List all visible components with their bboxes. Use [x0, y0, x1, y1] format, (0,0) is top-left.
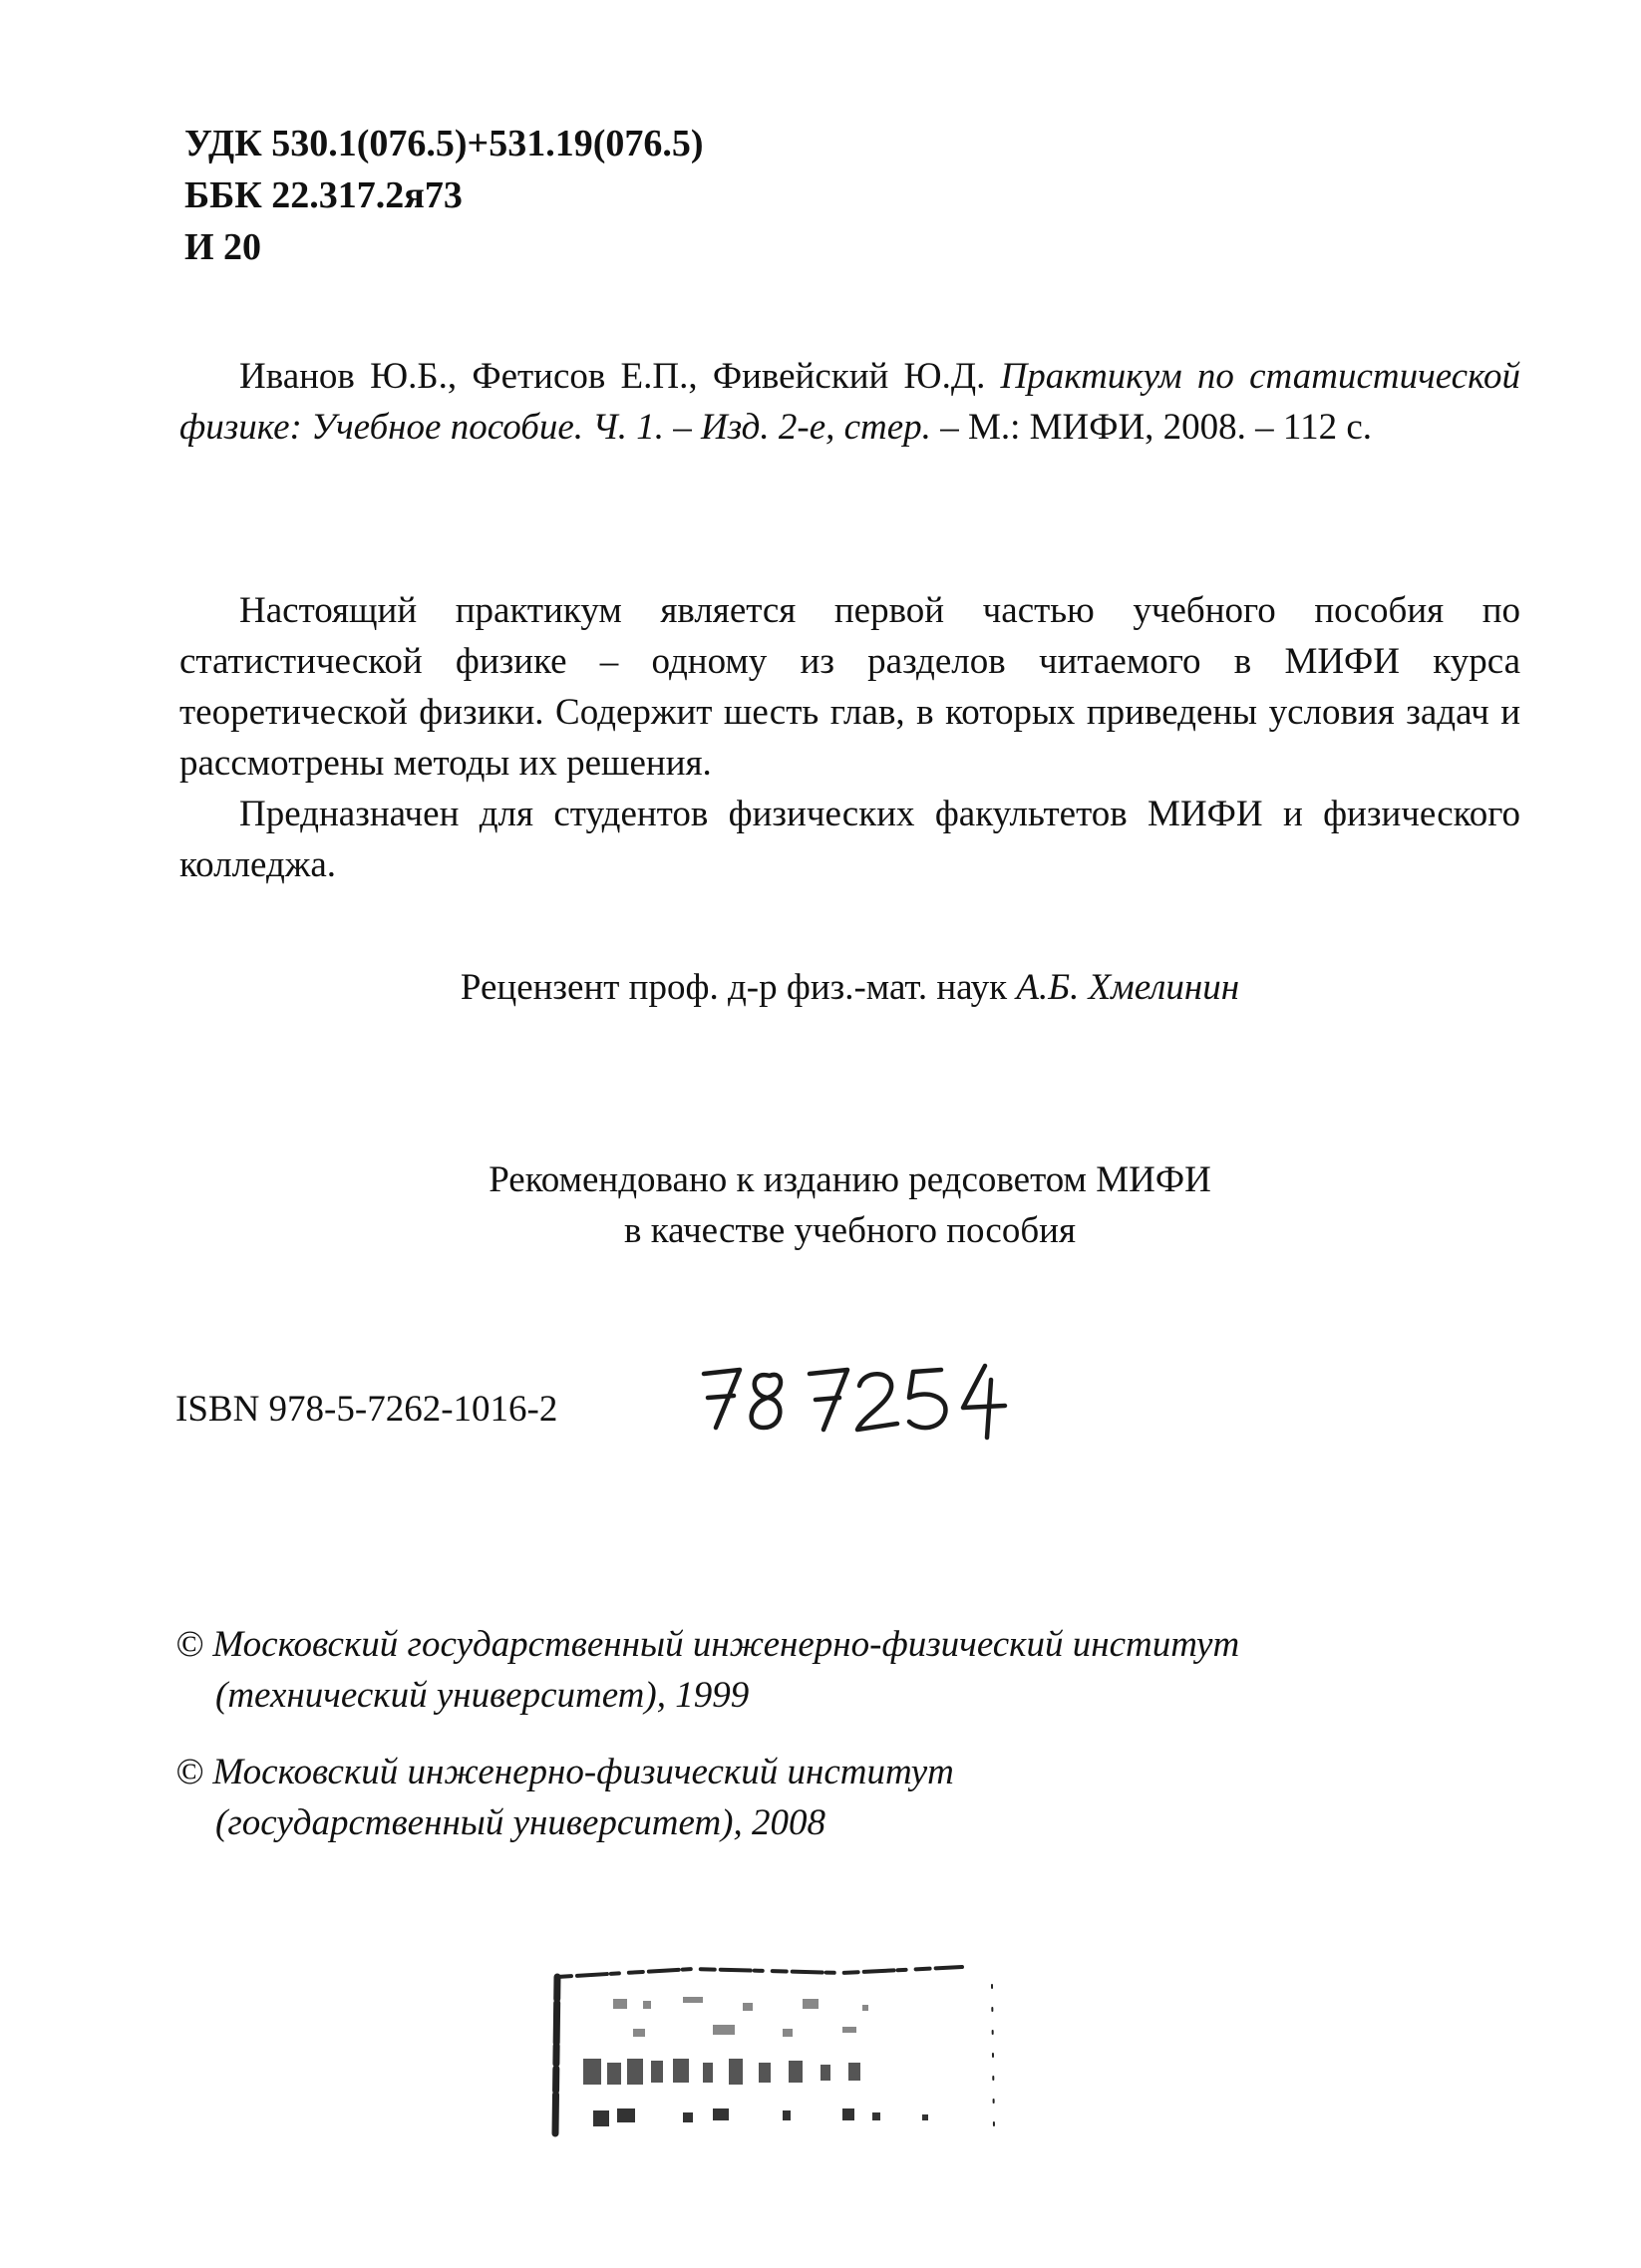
udk-code: УДК 530.1(076.5)+531.19(076.5): [184, 123, 704, 164]
annotation: [179, 585, 1520, 890]
copyright-line: (технический университет), 1999: [215, 1675, 750, 1716]
library-stamp: [543, 1959, 1012, 2153]
bbk-code: ББК 22.317.2я73: [184, 174, 463, 216]
recommendation-line: в качестве учебного пособия: [624, 1210, 1076, 1251]
annotation-paragraph: Предназначен для студентов физических факультетов МИФИ и физического колледжа.: [179, 794, 1520, 885]
bibliographic-description: [179, 351, 1520, 453]
bibliographic-authors: Иванов Ю.Б., Фетисов Е.П., Фивейский Ю.Д.: [239, 356, 1001, 397]
recommendation-line: Рекомендовано к изданию редсоветом МИФИ: [489, 1159, 1211, 1200]
copyright-line: © Московский государственный инженерно-физический институт: [175, 1624, 1240, 1665]
reviewer-name: А.Б. Хмелинин: [1016, 967, 1240, 1008]
recommendation: [179, 1154, 1520, 1256]
classification-codes: [184, 118, 704, 273]
copyright-line: © Московский инженерно-физический институт: [175, 1752, 954, 1792]
handwritten-inventory-number: [688, 1336, 1027, 1446]
copyright-line: (государственный университет), 2008: [215, 1802, 825, 1843]
author-mark-code: И 20: [184, 226, 262, 268]
annotation-paragraph: Настоящий практикум является первой частью учебного пособия по статистической физике – одному из разделов читаемого в МИФИ курса теоретической физики. Содержит шесть глав, в которых приведены условия задач и рассмотрены методы их решения.: [179, 590, 1520, 784]
copyright-notice: [175, 1747, 1472, 1848]
bibliographic-title: Практикум по статистической физике: Учебное пособие. Ч. 1. – Изд. 2-е, стер.: [179, 356, 1520, 448]
bibliographic-publisher: – М.: МИФИ, 2008. – 112 с.: [930, 407, 1372, 448]
reviewer-line: [179, 962, 1520, 1013]
isbn: ISBN 978-5-7262-1016-2: [175, 1389, 558, 1430]
reviewer-label: Рецензент проф. д-р физ.-мат. наук: [460, 967, 1017, 1008]
copyright-notice: [175, 1619, 1472, 1721]
